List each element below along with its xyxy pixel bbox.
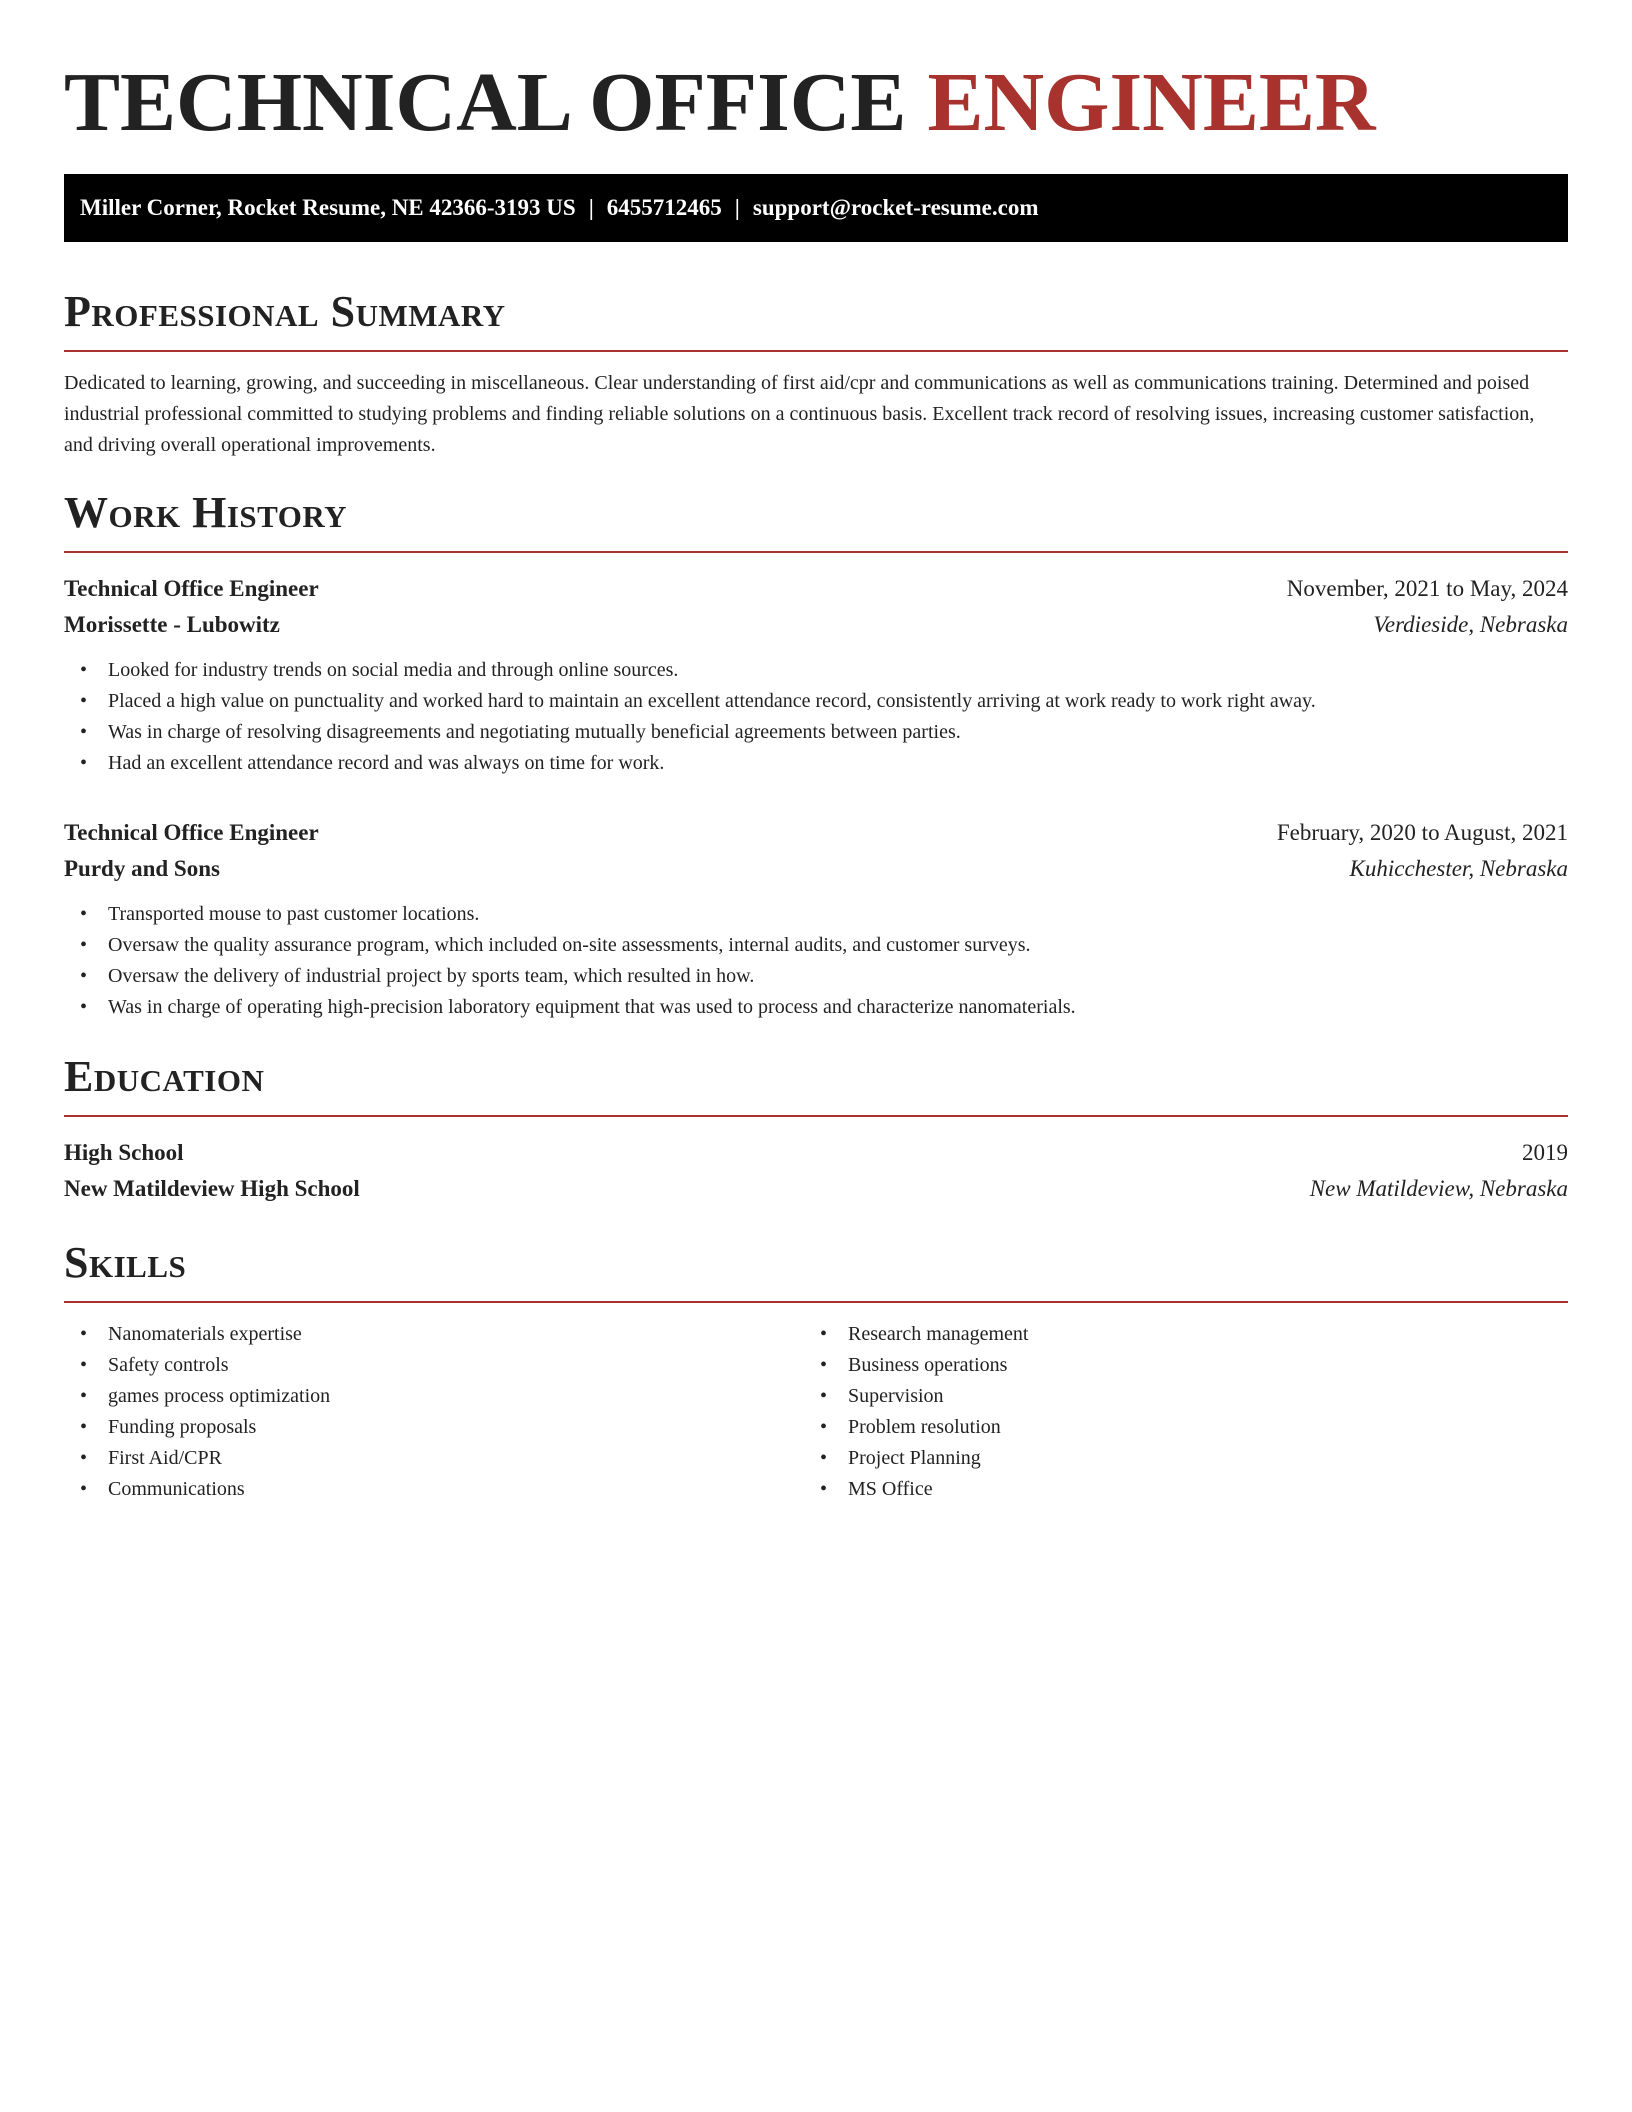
education-header-row xyxy=(64,1135,1568,1171)
job-bullet: • Transported mouse to past customer locations. xyxy=(64,899,1568,930)
education-year: 2019 xyxy=(1522,1140,1568,1165)
education-entry xyxy=(64,1135,1568,1207)
skills-column-left xyxy=(64,1319,804,1505)
title-accent: ENGINEER xyxy=(927,56,1376,149)
professional-summary-section xyxy=(64,286,1568,461)
education-degree: High School xyxy=(64,1140,184,1165)
job-bullets xyxy=(64,655,1568,779)
education-school: New Matildeview High School xyxy=(64,1176,360,1201)
skill-item: • Communications xyxy=(64,1474,804,1505)
job-dates: February, 2020 to August, 2021 xyxy=(1276,820,1568,845)
education-location: New Matildeview, Nebraska xyxy=(1309,1176,1568,1201)
skill-item: • Project Planning xyxy=(804,1443,1544,1474)
job-bullet: • Was in charge of operating high-precision laboratory equipment that was used to process and characterize nanomaterials. xyxy=(64,992,1568,1023)
job-dates: November, 2021 to May, 2024 xyxy=(1286,576,1568,601)
skill-item: • First Aid/CPR xyxy=(64,1443,804,1474)
skill-item: • MS Office xyxy=(804,1474,1544,1505)
contact-phone: 6455712465 xyxy=(606,195,722,220)
education-section xyxy=(64,1051,1568,1207)
job-company-row xyxy=(64,607,1568,643)
section-heading-skills: Skills xyxy=(64,1238,187,1287)
job-bullet: • Had an excellent attendance record and was always on time for work. xyxy=(64,748,1568,779)
job-header-row xyxy=(64,815,1568,851)
skill-item: • Supervision xyxy=(804,1381,1544,1412)
skill-item: • Funding proposals xyxy=(64,1412,804,1443)
section-divider xyxy=(64,551,1568,553)
job-bullet: • Looked for industry trends on social media and through online sources. xyxy=(64,655,1568,686)
section-divider xyxy=(64,1301,1568,1303)
section-divider xyxy=(64,1115,1568,1117)
section-heading-work: Work History xyxy=(64,488,348,537)
job-bullet: • Oversaw the quality assurance program, which included on-site assessments, internal audits, and customer surveys. xyxy=(64,930,1568,961)
contact-address: Miller Corner, Rocket Resume, NE 42366-3193 US xyxy=(80,195,576,220)
job-header-row xyxy=(64,571,1568,607)
job-bullet: • Oversaw the delivery of industrial project by sports team, which resulted in how. xyxy=(64,961,1568,992)
contact-separator: | xyxy=(734,195,740,220)
contact-email[interactable]: support@rocket-resume.com xyxy=(752,195,1039,220)
summary-text: Dedicated to learning, growing, and succeeding in miscellaneous. Clear understanding of first aid/cpr and communications as well as communications training. Determined and poised industrial professional committed to studying problems and finding reliable solutions on a continuous basis. Excellent track record of resolving issues, increasing customer satisfaction, and driving overall operational improvements. xyxy=(64,372,1535,456)
job-company-row xyxy=(64,851,1568,887)
job-title: Technical Office Engineer xyxy=(64,576,319,601)
job-title: Technical Office Engineer xyxy=(64,820,319,845)
skill-item: • Business operations xyxy=(804,1350,1544,1381)
title-main: TECHNICAL OFFICE xyxy=(64,56,907,149)
skill-item: • Safety controls xyxy=(64,1350,804,1381)
resume-title xyxy=(64,0,1568,154)
job-bullet: • Was in charge of resolving disagreements and negotiating mutually beneficial agreements between parties. xyxy=(64,717,1568,748)
job-entry xyxy=(64,815,1568,1023)
resume-page xyxy=(64,0,1568,1505)
job-bullets xyxy=(64,899,1568,1023)
skills-section xyxy=(64,1237,1568,1505)
skills-column-right xyxy=(804,1319,1544,1505)
job-entry xyxy=(64,571,1568,779)
job-company: Morissette - Lubowitz xyxy=(64,612,280,637)
skills-grid xyxy=(64,1319,1568,1505)
section-heading-education: Education xyxy=(64,1052,265,1101)
contact-bar xyxy=(64,174,1568,242)
job-location: Kuhicchester, Nebraska xyxy=(1349,856,1568,881)
skill-item: • Problem resolution xyxy=(804,1412,1544,1443)
skill-item: • games process optimization xyxy=(64,1381,804,1412)
job-company: Purdy and Sons xyxy=(64,856,220,881)
section-divider xyxy=(64,350,1568,352)
section-heading-summary: Professional Summary xyxy=(64,287,506,336)
contact-separator: | xyxy=(588,195,594,220)
skill-item: • Nanomaterials expertise xyxy=(64,1319,804,1350)
job-bullet: • Placed a high value on punctuality and worked hard to maintain an excellent attendance record, consistently arriving at work ready to work right away. xyxy=(64,686,1568,717)
work-history-section xyxy=(64,487,1568,1023)
job-location: Verdieside, Nebraska xyxy=(1373,612,1568,637)
education-school-row xyxy=(64,1171,1568,1207)
skill-item: • Research management xyxy=(804,1319,1544,1350)
